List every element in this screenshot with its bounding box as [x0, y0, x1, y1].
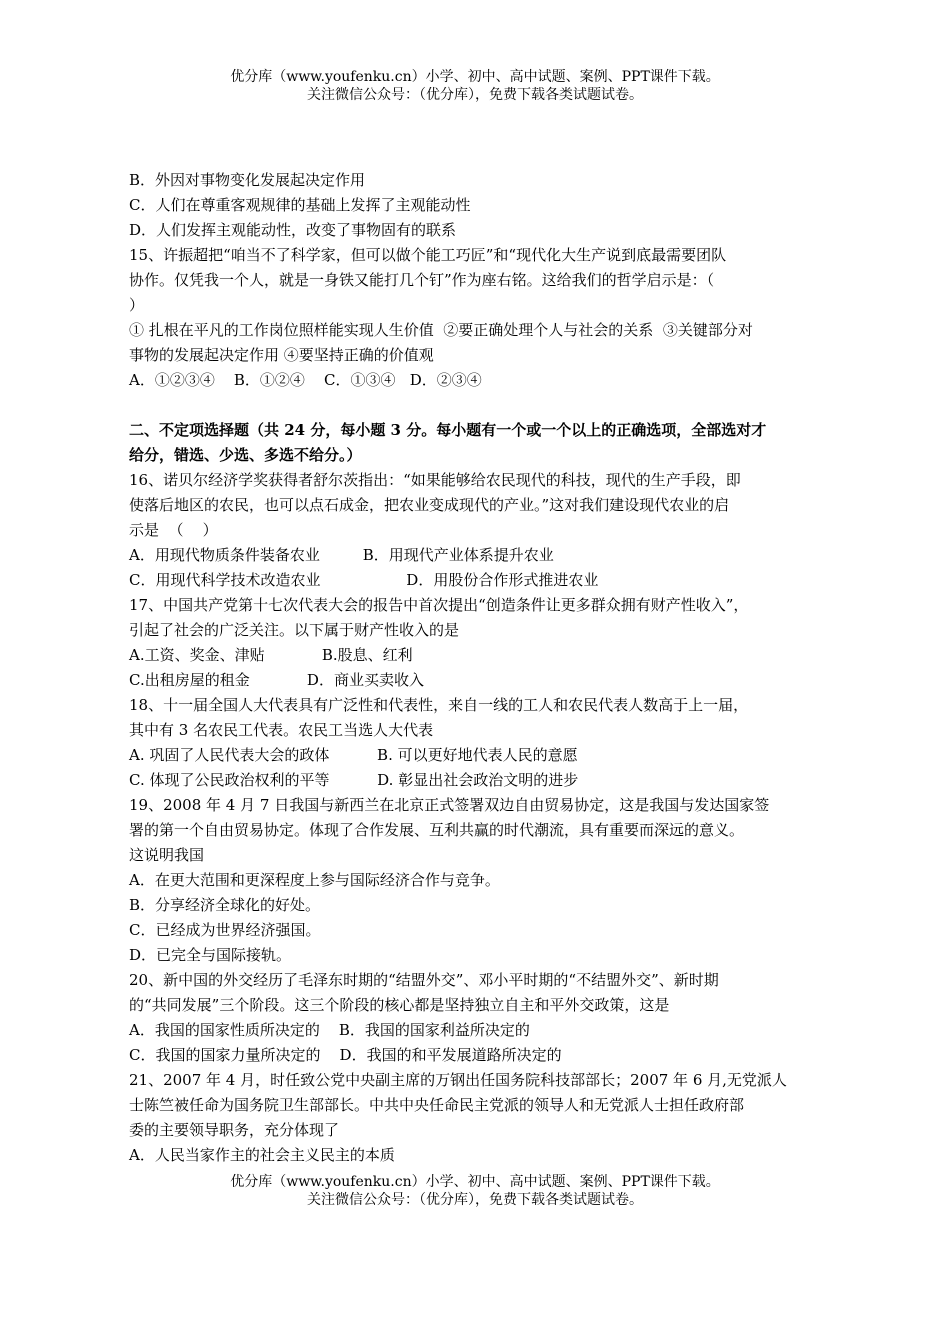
document-body	[129, 168, 829, 1168]
section-gap	[129, 393, 829, 418]
text-line: 其中有 3 名农民工代表。农民工当选人大代表	[129, 721, 434, 739]
text-line: A．我国的国家性质所决定的 B．我国的国家利益所决定的	[129, 1021, 530, 1039]
text-line: C．我国的国家力量所决定的 D．我国的和平发展道路所决定的	[129, 1046, 562, 1064]
text-line: 示是 （ ）	[129, 521, 218, 539]
footer-line-1: 优分库（www.youfenku.cn）小学、初中、高中试题、案例、PPT课件下载。	[230, 1174, 720, 1190]
text-line: 给分，错选、少选、多选不给分。）	[129, 446, 362, 464]
text-line: C．已经成为世界经济强国。	[129, 921, 321, 939]
text-line: A. 巩固了人民代表大会的政体 B. 可以更好地代表人民的意愿	[129, 746, 578, 764]
text-line: ① 扎根在平凡的工作岗位照样能实现人生价值 ②要正确处理个人与社会的关系 ③关键部分对	[129, 321, 753, 339]
text-line: C. 体现了公民政治权利的平等 D. 彰显出社会政治文明的进步	[129, 771, 579, 789]
footer-line-2: 关注微信公众号：（优分库），免费下载各类试题试卷。	[307, 1192, 643, 1208]
question-block-2	[129, 468, 829, 1168]
text-line: ）	[129, 296, 145, 314]
text-line: B．分享经济全球化的好处。	[129, 896, 321, 914]
text-line: 17、中国共产党第十七次代表大会的报告中首次提出“创造条件让更多群众拥有财产性收入”，	[129, 596, 749, 614]
text-line: D．已完全与国际接轨。	[129, 946, 292, 964]
text-line: 19、2008 年 4 月 7 日我国与新西兰在北京正式签署双边自由贸易协定，这是我国与发达国家签	[129, 796, 770, 814]
text-line: 这说明我国	[129, 846, 205, 864]
text-line: D．人们发挥主观能动性，改变了事物固有的联系	[129, 221, 457, 239]
text-line: 使落后地区的农民，也可以点石成金，把农业变成现代的产业。”这对我们建设现代农业的启	[129, 496, 730, 514]
text-line: 15、许振超把“咱当不了科学家，但可以做个能工巧匠”和“现代化大生产说到底最需要团队	[129, 246, 727, 264]
header-line-2: 关注微信公众号：（优分库），免费下载各类试题试卷。	[307, 87, 643, 103]
text-line: 的“共同发展”三个阶段。这三个阶段的核心都是坚持独立自主和平外交政策，这是	[129, 996, 670, 1014]
question-block-1	[129, 168, 829, 393]
text-line: 士陈竺被任命为国务院卫生部部长。中共中央任命民主党派的领导人和无党派人士担任政府部	[129, 1096, 745, 1114]
text-line: A．用现代物质条件装备农业 B．用现代产业体系提升农业	[129, 546, 554, 564]
text-line: 署的第一个自由贸易协定。体现了合作发展、互利共赢的时代潮流，具有重要而深远的意义。	[129, 821, 745, 839]
page-footer	[0, 1173, 950, 1209]
text-line: C．人们在尊重客观规律的基础上发挥了主观能动性	[129, 196, 471, 214]
text-line: 18、十一届全国人大代表具有广泛性和代表性，来自一线的工人和农民代表人数高于上一届，	[129, 696, 749, 714]
text-line: 16、诺贝尔经济学奖获得者舒尔茨指出：“如果能够给农民现代的科技，现代的生产手段，即	[129, 471, 741, 489]
text-line: 委的主要领导职务，充分体现了	[129, 1121, 340, 1139]
page-header	[0, 68, 950, 104]
section-title	[129, 418, 829, 468]
text-line: 二、不定项选择题（共 24 分，每小题 3 分。每小题有一个或一个以上的正确选项，全部选对才	[129, 421, 767, 439]
text-line: 引起了社会的广泛关注。以下属于财产性收入的是	[129, 621, 460, 639]
text-line: C.出租房屋的租金 D．商业买卖收入	[129, 671, 424, 689]
header-line-1: 优分库（www.youfenku.cn）小学、初中、高中试题、案例、PPT课件下载。	[230, 69, 720, 85]
text-line: B．外因对事物变化发展起决定作用	[129, 171, 366, 189]
text-line: A．人民当家作主的社会主义民主的本质	[129, 1146, 395, 1164]
text-line: 事物的发展起决定作用 ④要坚持正确的价值观	[129, 346, 434, 364]
text-line: 21、2007 年 4 月，时任致公党中央副主席的万钢出任国务院科技部部长；2007 年 6 月,无党派人	[129, 1071, 787, 1089]
text-line: A．①②③④ B．①②④ C．①③④ D．②③④	[129, 371, 482, 389]
text-line: A.工资、奖金、津贴 B.股息、红利	[129, 646, 413, 664]
text-line: 协作。仅凭我一个人，就是一身铁又能打几个钉”作为座右铭。这给我们的哲学启示是：（	[129, 271, 715, 289]
text-line: C．用现代科学技术改造农业 D．用股份合作形式推进农业	[129, 571, 599, 589]
text-line: 20、新中国的外交经历了毛泽东时期的“结盟外交”、邓小平时期的“不结盟外交”、新时期	[129, 971, 719, 989]
text-line: A．在更大范围和更深程度上参与国际经济合作与竞争。	[129, 871, 500, 889]
